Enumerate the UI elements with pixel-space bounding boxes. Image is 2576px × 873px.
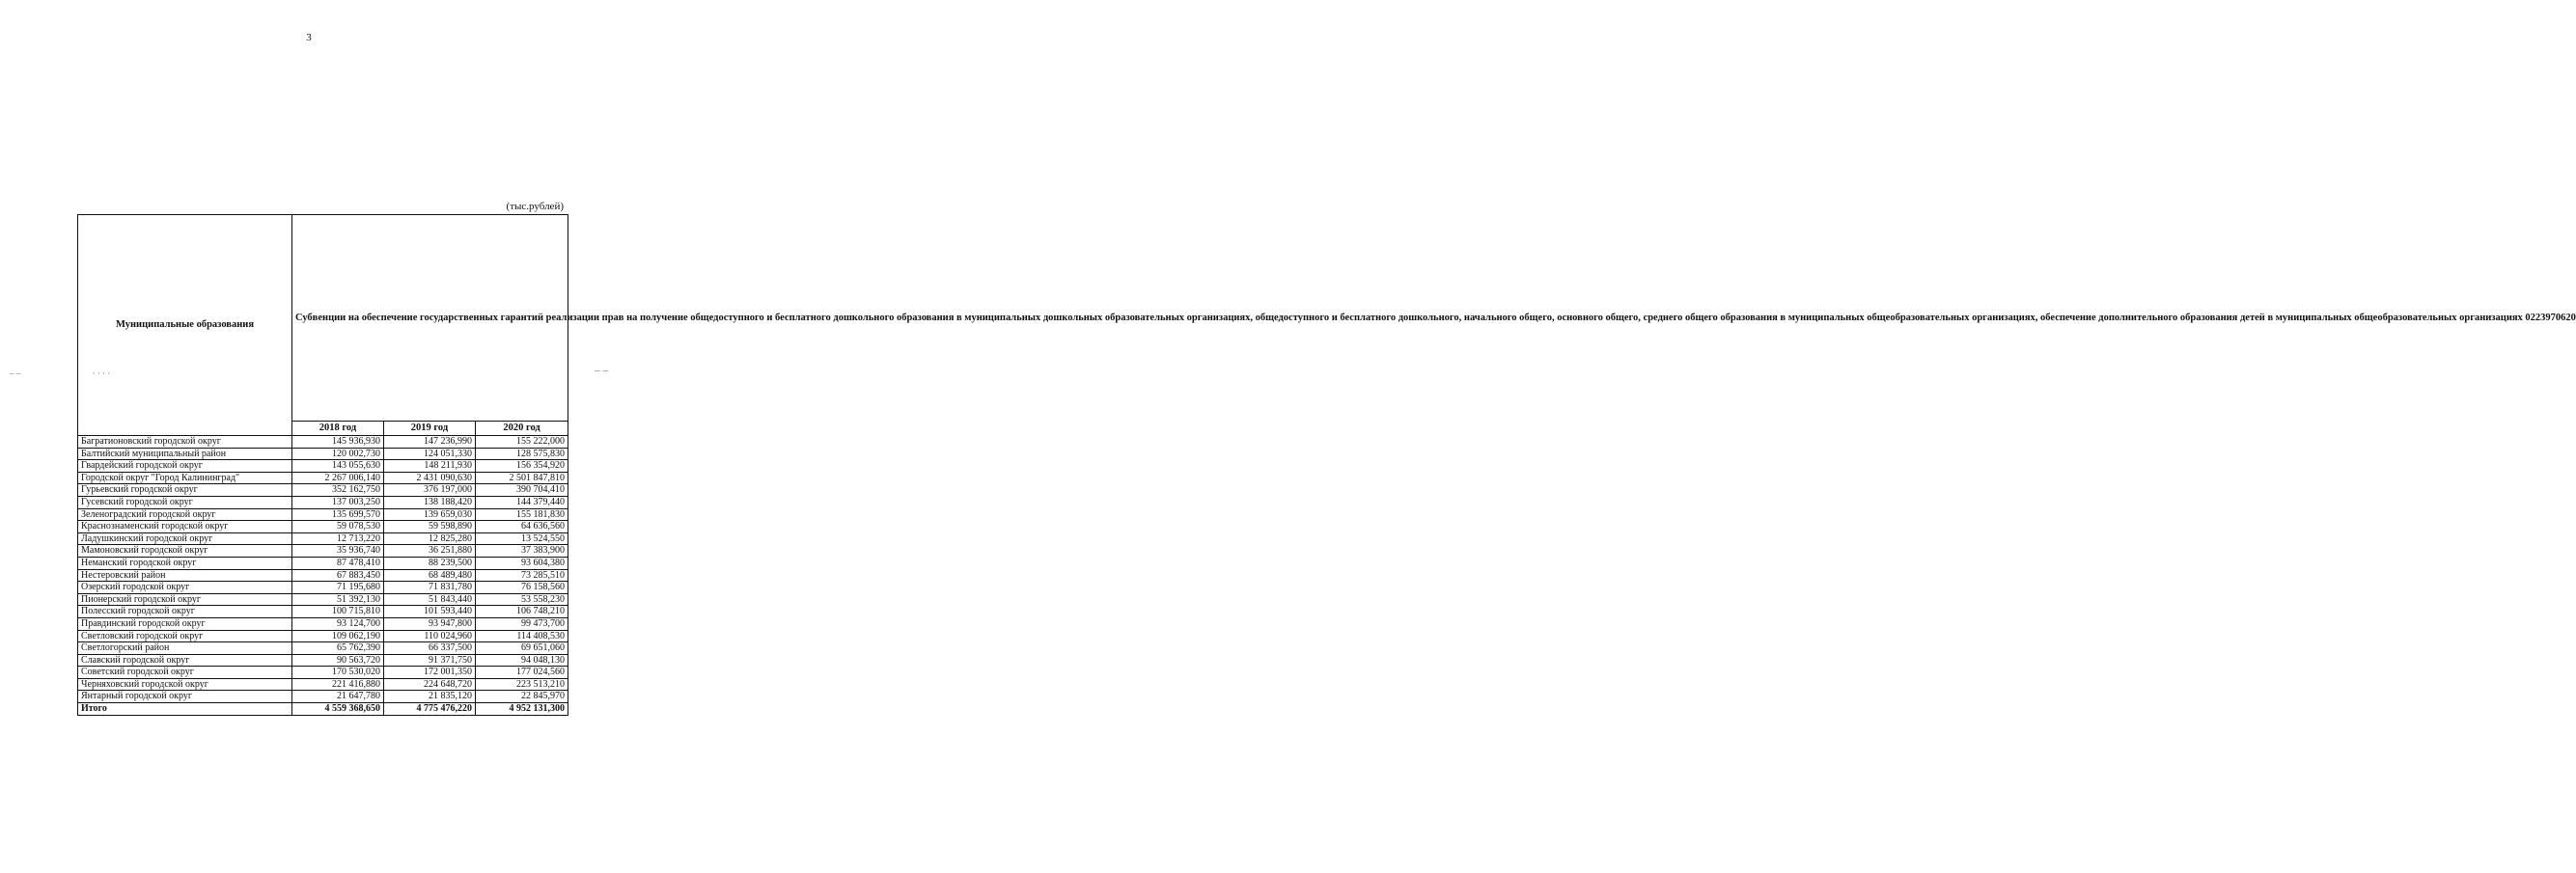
value-2020-cell: 4 952 131,300 <box>476 703 568 716</box>
value-2020-cell: 37 383,900 <box>476 545 568 558</box>
total-row <box>78 703 568 716</box>
table-row <box>78 630 568 642</box>
value-2018-cell: 12 713,220 <box>292 532 384 545</box>
value-2018-cell: 109 062,190 <box>292 630 384 642</box>
value-2018-cell: 143 055,630 <box>292 460 384 473</box>
municipality-cell: Неманский городской округ <box>78 557 292 569</box>
table-row <box>78 436 568 449</box>
value-2020-cell: 155 222,000 <box>476 436 568 449</box>
value-2019-cell: 148 211,930 <box>384 460 476 473</box>
value-2019-cell: 124 051,330 <box>384 448 476 460</box>
value-2020-cell: 2 501 847,810 <box>476 472 568 484</box>
value-2019-cell: 101 593,440 <box>384 606 476 618</box>
municipality-cell: Гвардейский городской округ <box>78 460 292 473</box>
value-2018-cell: 221 416,880 <box>292 678 384 691</box>
value-2020-cell: 223 513,210 <box>476 678 568 691</box>
table-row <box>78 606 568 618</box>
value-2018-cell: 93 124,700 <box>292 617 384 630</box>
value-2018-cell: 51 392,130 <box>292 593 384 606</box>
municipality-cell: Краснознаменский городской округ <box>78 521 292 533</box>
value-2020-cell: 73 285,510 <box>476 569 568 582</box>
table-row <box>78 508 568 521</box>
value-2019-cell: 172 001,350 <box>384 667 476 679</box>
value-2020-cell: 64 636,560 <box>476 521 568 533</box>
value-2019-cell: 91 371,750 <box>384 654 476 667</box>
municipality-cell: Янтарный городской округ <box>78 691 292 703</box>
value-2018-cell: 4 559 368,650 <box>292 703 384 716</box>
municipality-cell: Черняховский городской округ <box>78 678 292 691</box>
value-2018-cell: 120 002,730 <box>292 448 384 460</box>
table-row <box>78 691 568 703</box>
municipality-cell: Советский городской округ <box>78 667 292 679</box>
municipality-cell: Светлогорский район <box>78 642 292 655</box>
table-row <box>78 460 568 473</box>
value-2020-cell: 114 408,530 <box>476 630 568 642</box>
value-2018-cell: 170 530,020 <box>292 667 384 679</box>
value-2020-cell: 76 158,560 <box>476 582 568 594</box>
municipality-cell: Славский городской округ <box>78 654 292 667</box>
value-2018-cell: 87 478,410 <box>292 557 384 569</box>
value-2020-cell: 13 524,550 <box>476 532 568 545</box>
value-2018-cell: 59 078,530 <box>292 521 384 533</box>
header-year: 2020 год <box>476 422 568 436</box>
table-row <box>78 593 568 606</box>
value-2019-cell: 4 775 476,220 <box>384 703 476 716</box>
municipality-cell: Ладушкинский городской округ <box>78 532 292 545</box>
value-2019-cell: 376 197,000 <box>384 484 476 497</box>
table-row <box>78 532 568 545</box>
units-label: (тыс.рублей) <box>506 201 564 212</box>
value-2020-cell: 156 354,920 <box>476 460 568 473</box>
municipality-cell: Гусевский городской округ <box>78 496 292 508</box>
table-row <box>78 496 568 508</box>
value-2018-cell: 2 267 006,140 <box>292 472 384 484</box>
value-2019-cell: 21 835,120 <box>384 691 476 703</box>
municipality-cell: Нестеровский район <box>78 569 292 582</box>
header-year: 2018 год <box>292 422 384 436</box>
municipality-cell: Полесский городской округ <box>78 606 292 618</box>
municipality-cell: Правдинский городской округ <box>78 617 292 630</box>
page-number: 3 <box>306 32 312 43</box>
table-row <box>78 582 568 594</box>
margin-mark-right: – – <box>595 365 608 376</box>
value-2018-cell: 21 647,780 <box>292 691 384 703</box>
value-2019-cell: 110 024,960 <box>384 630 476 642</box>
table-row <box>78 484 568 497</box>
value-2020-cell: 53 558,230 <box>476 593 568 606</box>
table-row <box>78 654 568 667</box>
value-2019-cell: 12 825,280 <box>384 532 476 545</box>
value-2019-cell: 71 831,780 <box>384 582 476 594</box>
value-2020-cell: 106 748,210 <box>476 606 568 618</box>
header-municipality: Муниципальные образования <box>78 215 292 436</box>
value-2018-cell: 135 699,570 <box>292 508 384 521</box>
value-2020-cell: 144 379,440 <box>476 496 568 508</box>
value-2020-cell: 69 651,060 <box>476 642 568 655</box>
value-2018-cell: 90 563,720 <box>292 654 384 667</box>
value-2019-cell: 138 188,420 <box>384 496 476 508</box>
value-2020-cell: 390 704,410 <box>476 484 568 497</box>
header-description: Субвенции на обеспечение государственных гарантий реализации прав на получение общедоступного и бесплатного дошкольного образования в муниципальных дошкольных образовательных организациях, общедоступного и бесплатного дошкольного, начального общего, основного общего, среднего общего образования в муниципальных общеобразовательных организациях, обеспечение дополнительного образования детей в муниципальных общеобразовательных организациях 0223970620 <box>292 215 568 422</box>
value-2019-cell: 68 489,480 <box>384 569 476 582</box>
value-2018-cell: 352 162,750 <box>292 484 384 497</box>
table-row <box>78 678 568 691</box>
municipality-cell: Озерский городской округ <box>78 582 292 594</box>
value-2019-cell: 93 947,800 <box>384 617 476 630</box>
value-2020-cell: 22 845,970 <box>476 691 568 703</box>
value-2019-cell: 147 236,990 <box>384 436 476 449</box>
table-row <box>78 569 568 582</box>
municipality-cell: Зеленоградский городской округ <box>78 508 292 521</box>
table-row <box>78 545 568 558</box>
value-2018-cell: 35 936,740 <box>292 545 384 558</box>
value-2019-cell: 88 239,500 <box>384 557 476 569</box>
municipality-cell: Городской округ "Город Калининград" <box>78 472 292 484</box>
value-2020-cell: 177 024,560 <box>476 667 568 679</box>
table-row <box>78 617 568 630</box>
margin-mark-left: – – · · · · <box>10 368 111 378</box>
value-2019-cell: 224 648,720 <box>384 678 476 691</box>
value-2018-cell: 67 883,450 <box>292 569 384 582</box>
municipality-cell: Мамоновский городской округ <box>78 545 292 558</box>
municipality-cell: Итого <box>78 703 292 716</box>
value-2019-cell: 51 843,440 <box>384 593 476 606</box>
municipality-cell: Светловский городской округ <box>78 630 292 642</box>
value-2019-cell: 66 337,500 <box>384 642 476 655</box>
municipality-cell: Гурьевский городской округ <box>78 484 292 497</box>
value-2018-cell: 145 936,930 <box>292 436 384 449</box>
value-2020-cell: 155 181,830 <box>476 508 568 521</box>
municipality-cell: Багратионовский городской округ <box>78 436 292 449</box>
value-2018-cell: 65 762,390 <box>292 642 384 655</box>
value-2020-cell: 128 575,830 <box>476 448 568 460</box>
subvention-table <box>77 214 2576 716</box>
value-2020-cell: 99 473,700 <box>476 617 568 630</box>
table-row <box>78 472 568 484</box>
value-2018-cell: 71 195,680 <box>292 582 384 594</box>
value-2020-cell: 94 048,130 <box>476 654 568 667</box>
municipality-cell: Балтийский муниципальный район <box>78 448 292 460</box>
value-2019-cell: 36 251,880 <box>384 545 476 558</box>
table-row <box>78 521 568 533</box>
value-2019-cell: 59 598,890 <box>384 521 476 533</box>
value-2019-cell: 2 431 090,630 <box>384 472 476 484</box>
table-row <box>78 448 568 460</box>
municipality-cell: Пионерский городской округ <box>78 593 292 606</box>
table-row <box>78 642 568 655</box>
value-2019-cell: 139 659,030 <box>384 508 476 521</box>
value-2018-cell: 137 003,250 <box>292 496 384 508</box>
value-2018-cell: 100 715,810 <box>292 606 384 618</box>
table-row <box>78 557 568 569</box>
table-row <box>78 667 568 679</box>
header-year: 2019 год <box>384 422 476 436</box>
value-2020-cell: 93 604,380 <box>476 557 568 569</box>
